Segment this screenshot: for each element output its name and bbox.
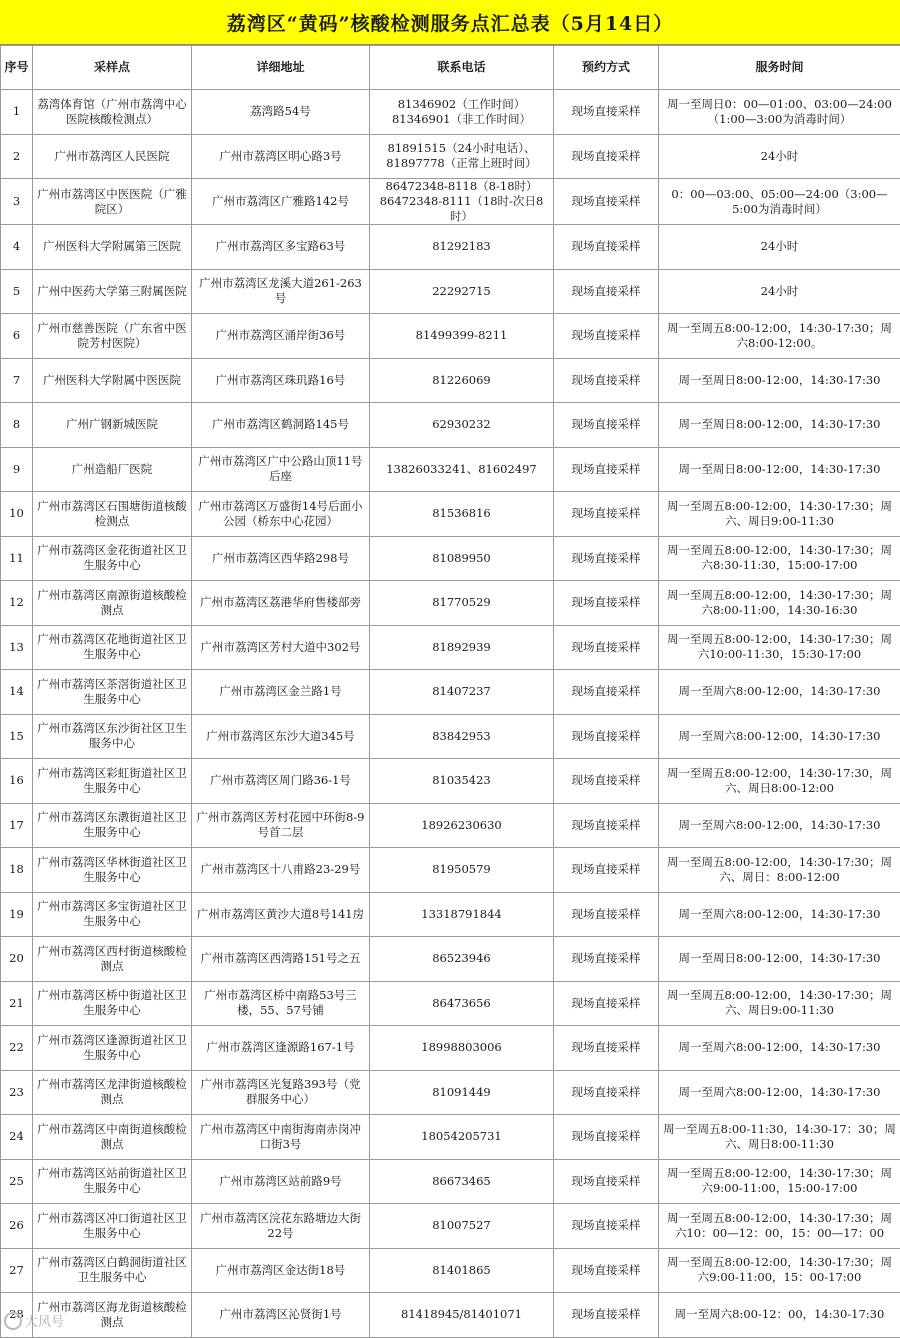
table-row — [1, 1026, 900, 1071]
cell-phone: 13826033241、81602497 — [370, 447, 554, 492]
cell-index: 22 — [1, 1026, 33, 1071]
cell-index: 5 — [1, 269, 33, 314]
header-phone: 联系电话 — [370, 46, 554, 90]
cell-index: 19 — [1, 892, 33, 937]
cell-booking: 现场直接采样 — [554, 225, 659, 270]
cell-address: 广州市荔湾区龙溪大道261-263号 — [192, 269, 370, 314]
cell-hours: 周一至周六8:00-12:00，14:30-17:30 — [659, 714, 900, 759]
cell-site: 广州市荔湾区石围塘街道核酸检测点 — [33, 492, 192, 537]
cell-booking: 现场直接采样 — [554, 358, 659, 403]
cell-address: 广州市荔湾区芳村大道中302号 — [192, 625, 370, 670]
table-row — [1, 447, 900, 492]
cell-index: 27 — [1, 1248, 33, 1293]
cell-hours: 周一至周五8:00-12:00，14:30-17:30；周六8:00-12:00。 — [659, 314, 900, 359]
cell-address: 广州市荔湾区广雅路142号 — [192, 179, 370, 225]
cell-site: 广州市荔湾区茶滘街道社区卫生服务中心 — [33, 670, 192, 715]
cell-index: 12 — [1, 581, 33, 626]
cell-hours: 周一至周六8:00-12:00，14:30-17:30 — [659, 1070, 900, 1115]
cell-phone: 81892939 — [370, 625, 554, 670]
cell-booking: 现场直接采样 — [554, 134, 659, 179]
cell-booking: 现场直接采样 — [554, 1115, 659, 1160]
cell-hours: 周一至周五8:00-12:00，14:30-17:30；周六9:00-11:00，15:00-17:00 — [659, 1159, 900, 1204]
table-row — [1, 1248, 900, 1293]
cell-site: 广州市荔湾区海龙街道核酸检测点 — [33, 1293, 192, 1338]
cell-site: 广州造船厂医院 — [33, 447, 192, 492]
cell-site: 广州市荔湾区中医医院（广雅院区） — [33, 179, 192, 225]
cell-site: 广州市荔湾区东漖街道社区卫生服务中心 — [33, 803, 192, 848]
cell-site: 广州市荔湾区冲口街道社区卫生服务中心 — [33, 1204, 192, 1249]
cell-hours: 周一至周五8:00-12:00，14:30-17:30；周六、周日9:00-11:30 — [659, 492, 900, 537]
cell-booking: 现场直接采样 — [554, 536, 659, 581]
cell-hours: 周一至周五8:00-12:00，14:30-17:30；周六、周日9:00-11:30 — [659, 981, 900, 1026]
cell-phone: 81407237 — [370, 670, 554, 715]
cell-phone: 81226069 — [370, 358, 554, 403]
cell-phone: 62930232 — [370, 403, 554, 448]
cell-hours: 周一至周五8:00-12:00，14:30-17:30，周六、周日8:00-12:00 — [659, 759, 900, 804]
cell-address: 广州市荔湾区沁贤街1号 — [192, 1293, 370, 1338]
cell-phone: 22292715 — [370, 269, 554, 314]
cell-site: 广州市荔湾区桥中街道社区卫生服务中心 — [33, 981, 192, 1026]
cell-phone: 86673465 — [370, 1159, 554, 1204]
cell-hours: 周一至周五8:00-12:00，14:30-17:30；周六9:00-11:00，15：00-17:00 — [659, 1248, 900, 1293]
cell-address: 广州市荔湾区金兰路1号 — [192, 670, 370, 715]
cell-phone: 83842953 — [370, 714, 554, 759]
cell-address: 广州市荔湾区金达街18号 — [192, 1248, 370, 1293]
header-site: 采样点 — [33, 46, 192, 90]
cell-address: 广州市荔湾区中南街海南赤岗冲口街3号 — [192, 1115, 370, 1160]
cell-index: 2 — [1, 134, 33, 179]
cell-booking: 现场直接采样 — [554, 1026, 659, 1071]
header-row — [1, 46, 900, 90]
cell-hours: 周一至周六8:00-12:00，14:30-17:30 — [659, 803, 900, 848]
cell-hours: 周一至周六8:00-12:00，14:30-17:30 — [659, 670, 900, 715]
cell-address: 广州市荔湾区站前路9号 — [192, 1159, 370, 1204]
cell-phone: 86523946 — [370, 937, 554, 982]
cell-address: 广州市荔湾区黄沙大道8号141房 — [192, 892, 370, 937]
table-row — [1, 581, 900, 626]
watermark-logo-icon — [4, 1312, 22, 1330]
cell-address: 广州市荔湾区东沙大道345号 — [192, 714, 370, 759]
cell-phone: 18926230630 — [370, 803, 554, 848]
cell-address: 广州市荔湾区十八甫路23-29号 — [192, 848, 370, 893]
cell-address: 广州市荔湾区光复路393号（党群服务中心） — [192, 1070, 370, 1115]
cell-index: 25 — [1, 1159, 33, 1204]
table-row — [1, 625, 900, 670]
cell-index: 13 — [1, 625, 33, 670]
cell-hours: 0：00—03:00、05:00—24:00（3:00—5:00为消毒时间） — [659, 179, 900, 225]
cell-hours: 24小时 — [659, 269, 900, 314]
table-row — [1, 714, 900, 759]
cell-booking: 现场直接采样 — [554, 581, 659, 626]
cell-index: 4 — [1, 225, 33, 270]
cell-booking: 现场直接采样 — [554, 269, 659, 314]
watermark-text: 大风号 — [25, 1311, 64, 1330]
cell-booking: 现场直接采样 — [554, 803, 659, 848]
cell-index: 18 — [1, 848, 33, 893]
header-index: 序号 — [1, 46, 33, 90]
table-row — [1, 269, 900, 314]
cell-hours: 周一至周日8:00-12:00，14:30-17:30 — [659, 403, 900, 448]
table-row — [1, 803, 900, 848]
cell-hours: 周一至周五8:00-12:00，14:30-17:30；周六8:00-11:00，14:30-16:30 — [659, 581, 900, 626]
table-row — [1, 358, 900, 403]
cell-booking: 现场直接采样 — [554, 1204, 659, 1249]
cell-phone: 81091449 — [370, 1070, 554, 1115]
cell-index: 6 — [1, 314, 33, 359]
cell-index: 1 — [1, 90, 33, 135]
cell-hours: 周一至周五8:00-12:00，14:30-17:30；周六、周日：8:00-12:00 — [659, 848, 900, 893]
cell-site: 广州医科大学附属第三医院 — [33, 225, 192, 270]
cell-index: 26 — [1, 1204, 33, 1249]
cell-site: 广州市荔湾区白鹤洞街道社区卫生服务中心 — [33, 1248, 192, 1293]
cell-phone: 86472348-8118（8-18时） 86472348-8111（18时-次日8时） — [370, 179, 554, 225]
cell-address: 广州市荔湾区鹤洞路145号 — [192, 403, 370, 448]
cell-hours: 周一至周五8:00-12:00，14:30-17:30；周六10:00-11:30，15:30-17:00 — [659, 625, 900, 670]
cell-address: 广州市荔湾区逢源路167-1号 — [192, 1026, 370, 1071]
cell-site: 广州广钢新城医院 — [33, 403, 192, 448]
cell-hours: 周一至周五8:00-12:00，14:30-17:30；周六10：00—12：00，15：00—17：00 — [659, 1204, 900, 1249]
cell-phone: 81346902（工作时间） 81346901（非工作时间） — [370, 90, 554, 135]
cell-booking: 现场直接采样 — [554, 492, 659, 537]
cell-address: 广州市荔湾区西湾路151号之五 — [192, 937, 370, 982]
testing-sites-table — [0, 45, 900, 1338]
cell-phone: 13318791844 — [370, 892, 554, 937]
cell-phone: 18054205731 — [370, 1115, 554, 1160]
cell-site: 荔湾体育馆（广州市荔湾中心医院核酸检测点） — [33, 90, 192, 135]
table-row — [1, 536, 900, 581]
cell-index: 9 — [1, 447, 33, 492]
cell-address: 广州市荔湾区多宝路63号 — [192, 225, 370, 270]
cell-index: 23 — [1, 1070, 33, 1115]
cell-booking: 现场直接采样 — [554, 1248, 659, 1293]
cell-address: 广州市荔湾区桥中南路53号三楼，55、57号铺 — [192, 981, 370, 1026]
table-title: 荔湾区“黄码”核酸检测服务点汇总表（5月14日） — [0, 0, 900, 45]
header-booking: 预约方式 — [554, 46, 659, 90]
cell-site: 广州市荔湾区逢源街道社区卫生服务中心 — [33, 1026, 192, 1071]
cell-phone: 81035423 — [370, 759, 554, 804]
cell-site: 广州医科大学附属中医医院 — [33, 358, 192, 403]
cell-phone: 81418945/81401071 — [370, 1293, 554, 1338]
cell-address: 广州市荔湾区西华路298号 — [192, 536, 370, 581]
cell-hours: 周一至周六8:00-12:00，14:30-17:30 — [659, 892, 900, 937]
cell-site: 广州市荔湾区花地街道社区卫生服务中心 — [33, 625, 192, 670]
cell-phone: 81499399-8211 — [370, 314, 554, 359]
table-row — [1, 90, 900, 135]
cell-booking: 现场直接采样 — [554, 625, 659, 670]
cell-booking: 现场直接采样 — [554, 447, 659, 492]
cell-address: 广州市荔湾区广中公路山顶11号后座 — [192, 447, 370, 492]
table-row — [1, 403, 900, 448]
cell-hours: 周一至周日8:00-12:00，14:30-17:30 — [659, 447, 900, 492]
table-row — [1, 314, 900, 359]
cell-site: 广州市荔湾区多宝街道社区卫生服务中心 — [33, 892, 192, 937]
cell-site: 广州市荔湾区人民医院 — [33, 134, 192, 179]
cell-site: 广州市荔湾区南源街道核酸检测点 — [33, 581, 192, 626]
cell-phone: 81536816 — [370, 492, 554, 537]
cell-site: 广州市荔湾区东沙街社区卫生服务中心 — [33, 714, 192, 759]
cell-index: 10 — [1, 492, 33, 537]
table-row — [1, 981, 900, 1026]
cell-index: 3 — [1, 179, 33, 225]
cell-site: 广州市荔湾区彩虹街道社区卫生服务中心 — [33, 759, 192, 804]
cell-booking: 现场直接采样 — [554, 314, 659, 359]
table-row — [1, 937, 900, 982]
cell-booking: 现场直接采样 — [554, 937, 659, 982]
cell-site: 广州市荔湾区华林街道社区卫生服务中心 — [33, 848, 192, 893]
cell-index: 11 — [1, 536, 33, 581]
cell-phone: 86473656 — [370, 981, 554, 1026]
cell-address: 广州市荔湾区周门路36-1号 — [192, 759, 370, 804]
cell-booking: 现场直接采样 — [554, 892, 659, 937]
header-address: 详细地址 — [192, 46, 370, 90]
cell-phone: 81891515（24小时电话）、 81897778（正常上班时间） — [370, 134, 554, 179]
cell-phone: 81950579 — [370, 848, 554, 893]
cell-hours: 周一至周日8:00-12:00，14:30-17:30 — [659, 937, 900, 982]
table-row — [1, 892, 900, 937]
cell-hours: 周一至周六8:00-12：00，14:30-17:30 — [659, 1293, 900, 1338]
table-row — [1, 492, 900, 537]
cell-hours: 周一至周日8:00-12:00，14:30-17:30 — [659, 358, 900, 403]
cell-hours: 24小时 — [659, 225, 900, 270]
cell-booking: 现场直接采样 — [554, 179, 659, 225]
cell-booking: 现场直接采样 — [554, 403, 659, 448]
table-row — [1, 1204, 900, 1249]
cell-hours: 周一至周日0：00—01:00、03:00—24:00 （1:00—3:00为消毒时间） — [659, 90, 900, 135]
cell-phone: 81770529 — [370, 581, 554, 626]
cell-phone: 81401865 — [370, 1248, 554, 1293]
cell-index: 15 — [1, 714, 33, 759]
cell-phone: 18998803006 — [370, 1026, 554, 1071]
cell-index: 14 — [1, 670, 33, 715]
cell-site: 广州市慈善医院（广东省中医院芳村医院） — [33, 314, 192, 359]
table-row — [1, 225, 900, 270]
cell-index: 21 — [1, 981, 33, 1026]
cell-address: 广州市荔湾区涌岸街36号 — [192, 314, 370, 359]
cell-index: 8 — [1, 403, 33, 448]
cell-index: 7 — [1, 358, 33, 403]
cell-site: 广州市荔湾区金花街道社区卫生服务中心 — [33, 536, 192, 581]
table-row — [1, 1070, 900, 1115]
cell-index: 16 — [1, 759, 33, 804]
table-row — [1, 1159, 900, 1204]
cell-hours: 周一至周五8:00-12:00，14:30-17:30；周六8:30-11:30，15:00-17:00 — [659, 536, 900, 581]
table-row — [1, 1115, 900, 1160]
cell-address: 广州市荔湾区珠玑路16号 — [192, 358, 370, 403]
cell-site: 广州市荔湾区中南街道核酸检测点 — [33, 1115, 192, 1160]
cell-index: 24 — [1, 1115, 33, 1160]
cell-phone: 81007527 — [370, 1204, 554, 1249]
cell-site: 广州市荔湾区西村街道核酸检测点 — [33, 937, 192, 982]
cell-hours: 24小时 — [659, 134, 900, 179]
cell-index: 28 — [1, 1293, 33, 1338]
cell-address: 广州市荔湾区芳村花园中环街8-9号首二层 — [192, 803, 370, 848]
cell-booking: 现场直接采样 — [554, 759, 659, 804]
cell-booking: 现场直接采样 — [554, 981, 659, 1026]
table-row — [1, 1293, 900, 1338]
cell-booking: 现场直接采样 — [554, 670, 659, 715]
cell-phone: 81292183 — [370, 225, 554, 270]
table-row — [1, 670, 900, 715]
cell-hours: 周一至周六8:00-12:00，14:30-17:30 — [659, 1026, 900, 1071]
cell-hours: 周一至周五8:00-11:30，14:30-17：30；周六、周日8:00-11:30 — [659, 1115, 900, 1160]
cell-site: 广州市荔湾区站前街道社区卫生服务中心 — [33, 1159, 192, 1204]
cell-booking: 现场直接采样 — [554, 848, 659, 893]
cell-site: 广州中医药大学第三附属医院 — [33, 269, 192, 314]
table-row — [1, 759, 900, 804]
cell-booking: 现场直接采样 — [554, 1159, 659, 1204]
cell-address: 广州市荔湾区明心路3号 — [192, 134, 370, 179]
table-row — [1, 134, 900, 179]
cell-booking: 现场直接采样 — [554, 1293, 659, 1338]
table-row — [1, 848, 900, 893]
table-body — [1, 90, 900, 1338]
cell-booking: 现场直接采样 — [554, 1070, 659, 1115]
cell-address: 广州市荔湾区荔港华府售楼部旁 — [192, 581, 370, 626]
watermark — [4, 1311, 64, 1330]
table-row — [1, 179, 900, 225]
cell-index: 17 — [1, 803, 33, 848]
cell-booking: 现场直接采样 — [554, 90, 659, 135]
cell-booking: 现场直接采样 — [554, 714, 659, 759]
cell-address: 广州市荔湾区浣花东路塘边大街22号 — [192, 1204, 370, 1249]
cell-address: 广州市荔湾区万盛街14号后面小公园（桥东中心花园） — [192, 492, 370, 537]
cell-site: 广州市荔湾区龙津街道核酸检测点 — [33, 1070, 192, 1115]
header-hours: 服务时间 — [659, 46, 900, 90]
cell-index: 20 — [1, 937, 33, 982]
cell-phone: 81089950 — [370, 536, 554, 581]
cell-address: 荔湾路54号 — [192, 90, 370, 135]
